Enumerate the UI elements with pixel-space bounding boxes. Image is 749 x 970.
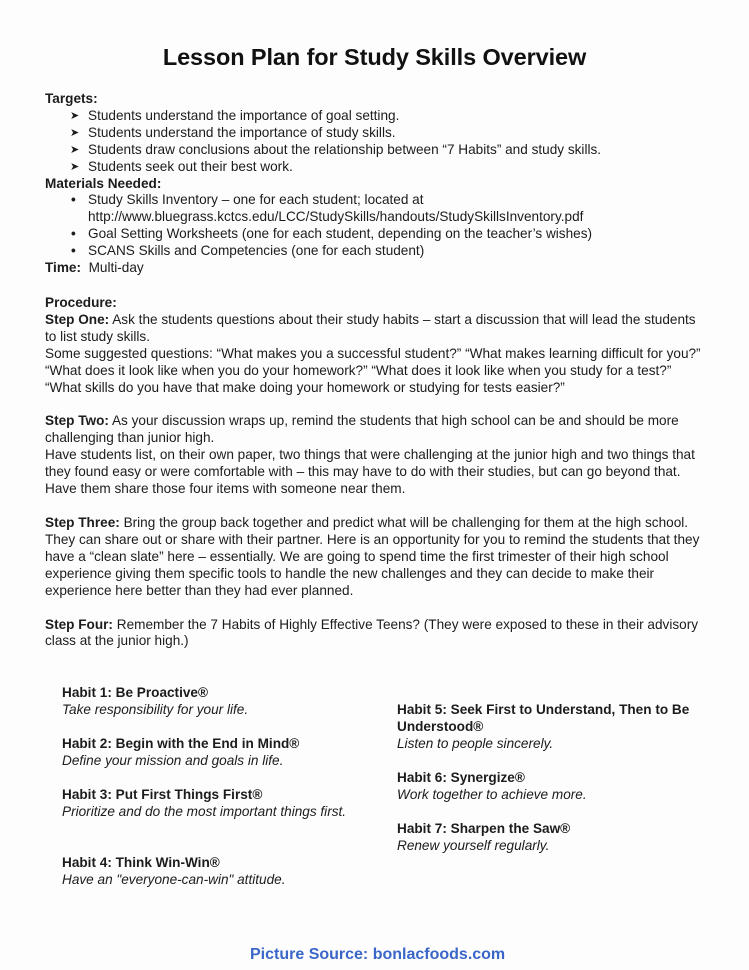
step-one-questions: Some suggested questions: “What makes you a successful student?” “What makes learning difficult for you?” “What does it look like when you do your homework?” “What does it look like when you study for a test?” “What skills do you have that make doing your homework or studying for tests easier?” [45, 345, 701, 395]
arrow-bullet-icon: ➤ [70, 143, 80, 156]
dot-bullet-icon: • [71, 192, 76, 208]
arrow-bullet-icon: ➤ [70, 126, 80, 139]
dot-bullet-icon: • [71, 243, 76, 259]
time-value: Multi-day [88, 260, 144, 276]
habit-5: Habit 5: Seek First to Understand, Then to Be Understood® Listen to people sincerely. [397, 702, 690, 751]
habit-6: Habit 6: Synergize® Work together to achieve more. [397, 770, 587, 802]
materials-list [45, 192, 715, 260]
list-item: • Goal Setting Worksheets (one for each student, depending on the teacher’s wishes) [71, 226, 593, 242]
habit-7: Habit 7: Sharpen the Saw® Renew yourself regularly. [397, 821, 571, 853]
habit-1: Habit 1: Be Proactive® Take responsibility for your life. [62, 685, 249, 717]
procedure-label: Procedure: [45, 295, 117, 310]
list-item: ➤ Students seek out their best work. [70, 158, 293, 174]
list-item: ➤ Students understand the importance of goal setting. [70, 107, 400, 123]
targets-list [45, 108, 715, 176]
picture-source-watermark: Picture Source: bonlacfoods.com [250, 946, 506, 963]
dot-bullet-icon: • [71, 226, 76, 242]
time-row [45, 260, 715, 277]
step-four: Step Four: Remember the 7 Habits of Highly Effective Teens? (They were exposed to these in their advisory class at the junior high.) [45, 616, 699, 649]
list-item: • Study Skills Inventory – one for each student; located at http://www.bluegrass.kctcs.edu/LCC/StudySkills/handouts/StudySkillsInventory.pdf [71, 192, 584, 225]
step-two: Step Two: As your discussion wraps up, remind the students that high school can be and should be more challenging than junior high. [45, 413, 679, 446]
step-three: Step Three: Bring the group back together and predict what will be challenging for them at the high school. They can share out or share with their partner. Here is an opportunity for you to remind the students that they have a “clean slate” here – essentially. We are going to spend time the first trimester of their high school experience giving them specific tools to handle the new challenges and they can decide to make their experience here better than they had ever planned. [45, 514, 700, 598]
arrow-bullet-icon: ➤ [70, 109, 80, 122]
page-title: Lesson Plan for Study Skills Overview [162, 44, 587, 70]
step-two-detail: Have students list, on their own paper, two things that were challenging at the junior high and two things that they found easy or were comfortable with – this may have to do with their studies, but can go beyond that. Have them share those four items with someone near them. [45, 447, 695, 497]
habit-2: Habit 2: Begin with the End in Mind® Define your mission and goals in life. [62, 736, 300, 768]
list-item: ➤ Students understand the importance of study skills. [70, 124, 396, 140]
inventory-link[interactable]: http://www.bluegrass.kctcs.edu/LCC/StudySkills/handouts/StudySkillsInventory.pdf [88, 209, 584, 225]
materials-label: Materials Needed: [45, 175, 162, 191]
habit-4: Habit 4: Think Win-Win® Have an "everyone-can-win" attitude. [62, 855, 286, 887]
habit-3: Habit 3: Put First Things First® Prioritize and do the most important things first. [62, 787, 347, 819]
arrow-bullet-icon: ➤ [70, 160, 80, 173]
step-one: Step One: Ask the students questions about their study habits – start a discussion that will lead the students to list study skills. [45, 311, 696, 344]
targets-label: Targets: [45, 91, 98, 106]
procedure-section [45, 295, 707, 650]
header-sections [45, 91, 715, 277]
list-item: ➤ Students draw conclusions about the relationship between “7 Habits” and study skills. [70, 141, 602, 157]
list-item: • SCANS Skills and Competencies (one for each student) [71, 243, 425, 259]
time-label: Time: [45, 260, 82, 276]
